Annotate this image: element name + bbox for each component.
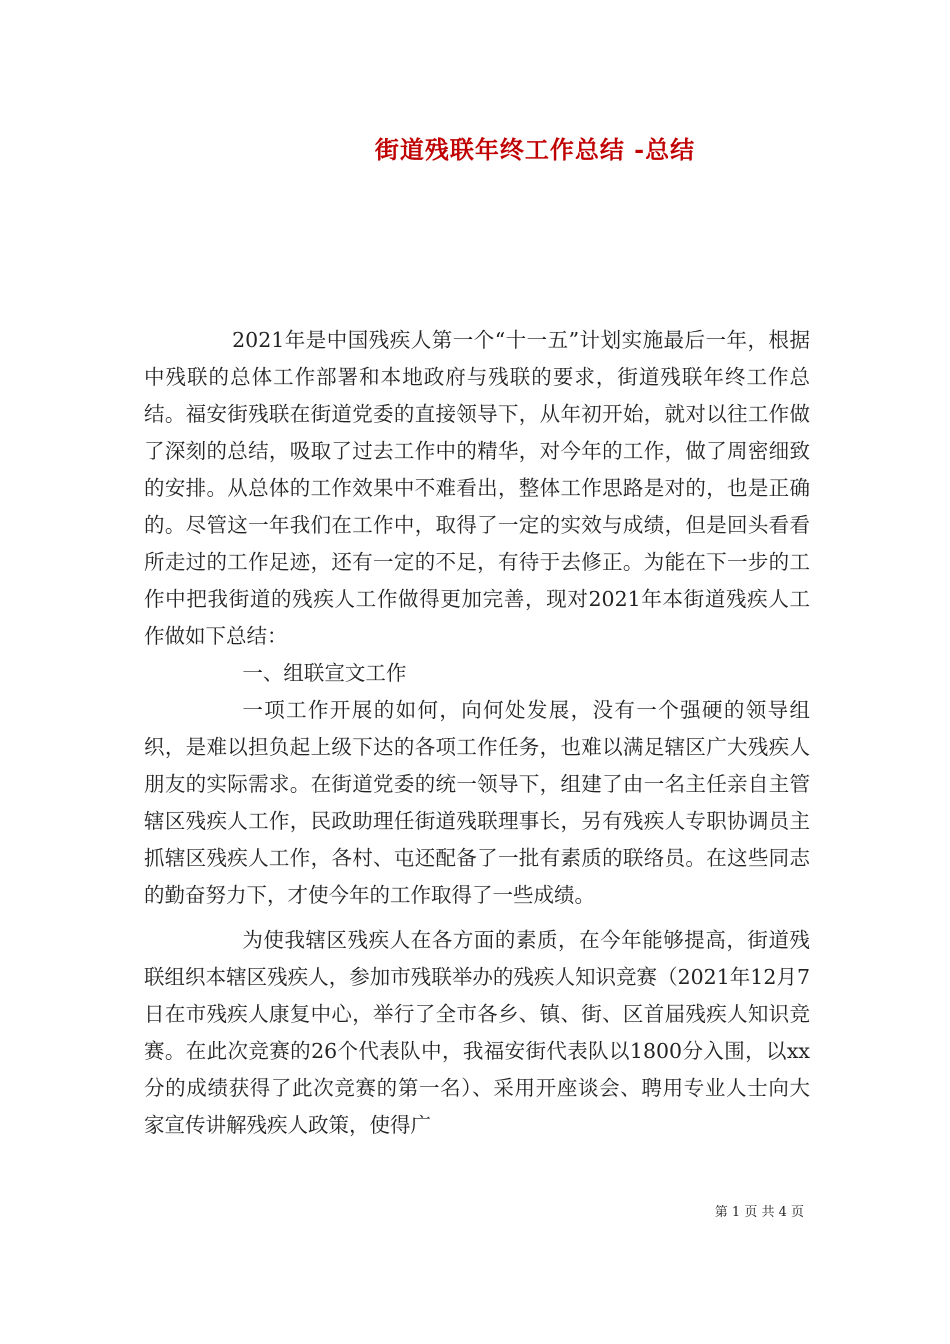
section-heading: 一、组联宣文工作 [242, 661, 407, 685]
paragraph-quality: 为使我辖区残疾人在各方面的素质，在今年能够提高，街道残联组织本辖区残疾人，参加市残联举办的残疾人知识竞赛（2021年12月7日在市残疾人康复中心，举行了全市各乡、镇、街、区首届残疾人知识竞赛。在此次竞赛的26个代表队中，我福安街代表队以1800分入围，以xx分的成绩获得了此次竞赛的第一名）、采用开座谈会、聘用专业人士向大家宣传讲解残疾人政策，使得广 [144, 928, 810, 1137]
document-body [144, 322, 810, 1144]
paragraph-intro: 2021年是中国残疾人第一个“十一五”计划实施最后一年，根据中残联的总体工作部署和本地政府与残联的要求，街道残联年终工作总结。福安街残联在街道党委的直接领导下，从年初开始，就对以往工作做了深刻的总结，吸取了过去工作中的精华，对今年的工作，做了周密细致的安排。从总体的工作效果中不难看出，整体工作思路是对的，也是正确的。尽管这一年我们在工作中，取得了一定的实效与成绩，但是回头看看所走过的工作足迹，还有一定的不足，有待于去修正。为能在下一步的工作中把我街道的残疾人工作做得更加完善，现对2021年本街道残疾人工作做如下总结： [144, 328, 810, 648]
paragraph-organization: 一项工作开展的如何，向何处发展，没有一个强硬的领导组织，是难以担负起上级下达的各项工作任务，也难以满足辖区广大残疾人朋友的实际需求。在街道党委的统一领导下，组建了由一名主任亲自主管辖区残疾人工作，民政助理任街道残联理事长，另有残疾人专职协调员主抓辖区残疾人工作，各村、屯还配备了一批有素质的联络员。在这些同志的勤奋努力下，才使今年的工作取得了一些成绩。 [144, 698, 810, 907]
document-title: 街道残联年终工作总结 -总结 [374, 135, 696, 164]
page-footer: 第 1 页 共 4 页 [714, 1205, 804, 1220]
